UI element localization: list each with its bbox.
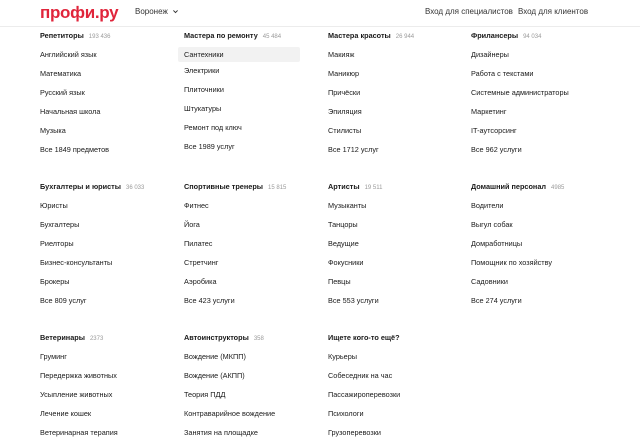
- category-title: Фрилансеры: [471, 31, 519, 40]
- category-link[interactable]: Стилисты: [328, 126, 362, 135]
- category-link[interactable]: Грузоперевозки: [328, 428, 381, 437]
- category-heading[interactable]: [328, 31, 466, 41]
- category-column: [40, 31, 178, 164]
- specialist-count: 193 436: [88, 34, 111, 40]
- category-link[interactable]: Теория ПДД: [184, 390, 226, 399]
- specialist-count: 94 034: [523, 34, 542, 40]
- category-title: Мастера по ремонту: [184, 31, 258, 40]
- city-name: Воронеж: [135, 7, 168, 16]
- category-link[interactable]: Аэробика: [184, 277, 217, 286]
- category-link[interactable]: Бизнес-консультанты: [40, 258, 113, 267]
- category-link[interactable]: Системные администраторы: [471, 88, 569, 97]
- category-link[interactable]: Юристы: [40, 201, 68, 210]
- category-link[interactable]: Садовники: [471, 277, 508, 286]
- category-title: Бухгалтеры и юристы: [40, 182, 121, 191]
- category-link[interactable]: Ведущие: [328, 239, 359, 248]
- category-link[interactable]: Йога: [184, 220, 200, 229]
- category-link[interactable]: Собеседник на час: [328, 371, 393, 380]
- category-link[interactable]: Певцы: [328, 277, 351, 286]
- client-login-link[interactable]: Вход для клиентов: [518, 7, 589, 16]
- category-link[interactable]: Психологи: [328, 409, 364, 418]
- category-heading[interactable]: [184, 182, 322, 192]
- category-link[interactable]: Бухгалтеры: [40, 220, 80, 229]
- category-link[interactable]: Контраварийное вождение: [184, 409, 276, 418]
- category-link[interactable]: Все 423 услуги: [184, 296, 235, 305]
- category-link[interactable]: Работа с текстами: [471, 69, 534, 78]
- category-link[interactable]: Математика: [40, 69, 82, 78]
- category-link[interactable]: Домработницы: [471, 239, 523, 248]
- category-title: Ищете кого-то ещё?: [328, 333, 400, 342]
- category-link[interactable]: Все 1849 предметов: [40, 145, 110, 154]
- category-link[interactable]: Все 553 услуги: [328, 296, 379, 305]
- category-items: [328, 201, 466, 315]
- specialist-count: 45 484: [262, 34, 282, 40]
- category-link[interactable]: Все 809 услуг: [40, 296, 87, 305]
- category-link[interactable]: Плиточники: [184, 85, 224, 94]
- category-link[interactable]: Ремонт под ключ: [184, 123, 242, 132]
- category-items: [471, 50, 609, 164]
- category-column: [184, 333, 322, 447]
- specialist-count: 26 944: [395, 34, 415, 40]
- top-header: [0, 0, 640, 27]
- category-heading[interactable]: [471, 31, 609, 41]
- category-link[interactable]: Водители: [471, 201, 504, 210]
- category-link[interactable]: Фитнес: [184, 201, 209, 210]
- specialist-count: 36 033: [126, 185, 145, 191]
- profi-logo[interactable]: профи.ру: [40, 3, 119, 22]
- category-heading[interactable]: [184, 31, 322, 41]
- category-heading[interactable]: [184, 333, 322, 343]
- category-column: [471, 182, 609, 315]
- category-link[interactable]: Музыка: [40, 126, 66, 135]
- category-items: [471, 201, 609, 315]
- category-link[interactable]: Макияж: [328, 50, 355, 59]
- category-link[interactable]: IT-аутсорсинг: [471, 126, 517, 135]
- category-items: [184, 47, 322, 161]
- category-heading[interactable]: [328, 182, 466, 192]
- category-link[interactable]: Вождение (АКПП): [184, 371, 245, 380]
- category-link[interactable]: Риелторы: [40, 239, 74, 248]
- category-link[interactable]: Груминг: [40, 352, 67, 361]
- category-link[interactable]: Маркетинг: [471, 107, 507, 116]
- category-link[interactable]: Занятия на площадке: [184, 428, 258, 437]
- category-link[interactable]: Пассажироперевозки: [328, 390, 401, 399]
- category-column: [328, 31, 466, 164]
- category-link[interactable]: Причёски: [328, 88, 361, 97]
- category-link[interactable]: Дизайнеры: [471, 50, 509, 59]
- category-link[interactable]: Передержка животных: [40, 371, 117, 380]
- category-link[interactable]: Курьеры: [328, 352, 358, 361]
- category-heading[interactable]: [40, 31, 178, 41]
- specialist-count: 15 815: [268, 185, 287, 191]
- category-link[interactable]: Помощник по хозяйству: [471, 258, 553, 267]
- category-link[interactable]: Все 1989 услуг: [184, 142, 235, 151]
- category-link[interactable]: Брокеры: [40, 277, 70, 286]
- category-items: [40, 201, 178, 315]
- category-link[interactable]: Сантехники: [178, 47, 300, 62]
- category-link[interactable]: Ветеринарная терапия: [40, 428, 118, 437]
- category-link[interactable]: Музыканты: [328, 201, 367, 210]
- category-link[interactable]: Стретчинг: [184, 258, 219, 267]
- category-title: Автоинструкторы: [184, 333, 249, 342]
- category-title: Ветеринары: [40, 333, 85, 342]
- category-items: [184, 201, 322, 315]
- category-link[interactable]: Усыпление животных: [40, 390, 113, 399]
- category-title: Репетиторы: [40, 31, 84, 40]
- category-link[interactable]: Пилатес: [184, 239, 213, 248]
- category-link[interactable]: Лечение кошек: [40, 409, 92, 418]
- category-column: [40, 333, 178, 447]
- category-column: [40, 182, 178, 315]
- category-link[interactable]: Выгул собак: [471, 220, 513, 229]
- specialist-login-link[interactable]: Вход для специалистов: [425, 7, 513, 16]
- category-items: [40, 50, 178, 164]
- specialist-count: 358: [253, 336, 264, 342]
- category-title: Спортивные тренеры: [184, 182, 264, 191]
- category-column: [328, 333, 466, 447]
- category-heading[interactable]: [471, 182, 609, 192]
- category-link[interactable]: Русский язык: [40, 88, 85, 97]
- category-column: [184, 31, 322, 161]
- chevron-down-icon: [172, 8, 179, 15]
- category-column: [184, 182, 322, 315]
- category-link[interactable]: Английский язык: [40, 50, 97, 59]
- category-items: [184, 352, 322, 447]
- category-heading[interactable]: [328, 333, 466, 343]
- specialist-count: 19 511: [364, 185, 383, 191]
- category-title: Домашний персонал: [471, 182, 547, 191]
- specialist-count: 2373: [89, 336, 104, 342]
- category-title: Мастера красоты: [328, 31, 391, 40]
- category-link[interactable]: Фокусники: [328, 258, 364, 267]
- category-heading[interactable]: [40, 333, 178, 343]
- category-title: Артисты: [328, 182, 360, 191]
- category-link[interactable]: Все 1712 услуг: [328, 145, 379, 154]
- category-link[interactable]: Начальная школа: [40, 107, 101, 116]
- category-link[interactable]: Все 274 услуги: [471, 296, 522, 305]
- category-heading[interactable]: [40, 182, 178, 192]
- category-link[interactable]: Штукатуры: [184, 104, 222, 113]
- category-link[interactable]: Электрики: [184, 66, 220, 75]
- specialist-count: 4985: [551, 185, 565, 191]
- category-column: [471, 31, 609, 164]
- category-link[interactable]: Танцоры: [328, 220, 358, 229]
- category-link[interactable]: Все 962 услуги: [471, 145, 522, 154]
- category-items: [40, 352, 178, 447]
- city-selector[interactable]: [135, 7, 179, 16]
- category-column: [328, 182, 466, 315]
- category-link[interactable]: Эпиляция: [328, 107, 362, 116]
- category-link[interactable]: Маникюр: [328, 69, 360, 78]
- category-items: [328, 50, 466, 164]
- category-link[interactable]: Вождение (МКПП): [184, 352, 246, 361]
- category-items: [328, 352, 466, 447]
